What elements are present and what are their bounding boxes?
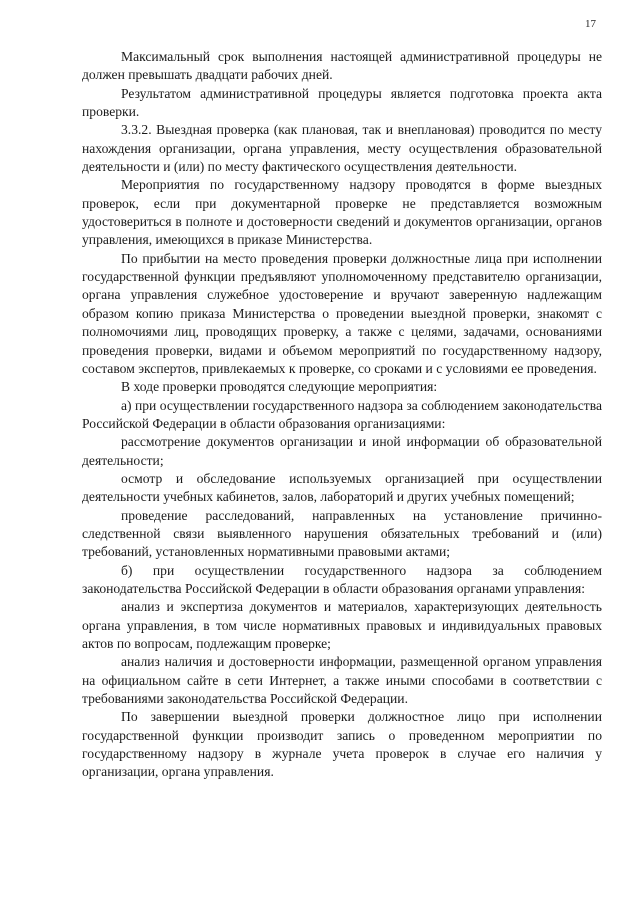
paragraph-investigations: проведение расследований, направленных на установление причинно-следственной связи выявленного нарушения обязательных требований и (или) требований, установленных нормативными правовыми актами; — [82, 507, 602, 560]
page-number: 17 — [585, 18, 596, 30]
paragraph-analysis-website: анализ наличия и достоверности информации, размещенной органом управления на официальном сайте в сети Интернет, а также иными способами в соответствии с требованиями законодательства Российской Федерации. — [82, 654, 602, 707]
paragraph-activities-intro: В ходе проверки проводятся следующие мероприятия: — [121, 379, 438, 395]
paragraph-completion: По завершении выездной проверки должностное лицо при исполнении государственной функции производит запись о проведенном мероприятии по государственному надзору в журнале учета проверок в случае его наличия у организации, органа управления. — [82, 709, 602, 780]
paragraph-3-3-2: 3.3.2. Выездная проверка (как плановая, так и внеплановая) проводится по месту нахождения организации, органа управления, месту осуществления образовательной деятельности и (или) по месту фактического осуществления деятельности. — [82, 122, 602, 175]
paragraph-arrival: По прибытии на место проведения проверки должностные лица при исполнении государственной функции предъявляют уполномоченному представителю организации, органа управления служебное удостоверение и вручают заверенную надлежащим образом копию приказа Министерства о проведении выездной проверки, знакомят с полномочиями лиц, проводящих проверку, а также с целями, задачами, основаниями проведения проверки, видами и объемом мероприятий по государственному надзору, составом экспертов, привлекаемых к проверке, со сроками и с условиями ее проведения. — [82, 250, 602, 376]
paragraph-review-docs: рассмотрение документов организации и иной информации об образовательной деятельности; — [82, 434, 602, 468]
paragraph-analysis-docs: анализ и экспертиза документов и материалов, характеризующих деятельность органа управления, в том числе нормативных правовых и индивидуальных правовых актов по вопросам, подлежащим проверке; — [82, 599, 602, 651]
paragraph-item-a: а) при осуществлении государственного надзора за соблюдением законодательства Российской Федерации в области образования организациями: — [82, 397, 602, 431]
paragraph-measures: Мероприятия по государственному надзору проводятся в форме выездных проверок, если при документарной проверке не представляется возможным удостовериться в полноте и достоверности сведений и документов организации, органов управления, имеющихся в приказе Министерства. — [82, 177, 602, 248]
paragraph-result: Результатом административной процедуры является подготовка проекта акта проверки. — [82, 85, 602, 120]
paragraph-max-term: Максимальный срок выполнения настоящей административной процедуры не должен превышать двадцати рабочих дней. — [82, 49, 602, 83]
body-text — [82, 48, 602, 782]
paragraph-item-b: б) при осуществлении государственного надзора за соблюдением законодательства Российской Федерации в области образования органами управления: — [82, 562, 602, 596]
paragraph-inspection: осмотр и обследование используемых организацией при осуществлении деятельности учебных кабинетов, залов, лабораторий и других учебных помещений; — [82, 470, 602, 505]
